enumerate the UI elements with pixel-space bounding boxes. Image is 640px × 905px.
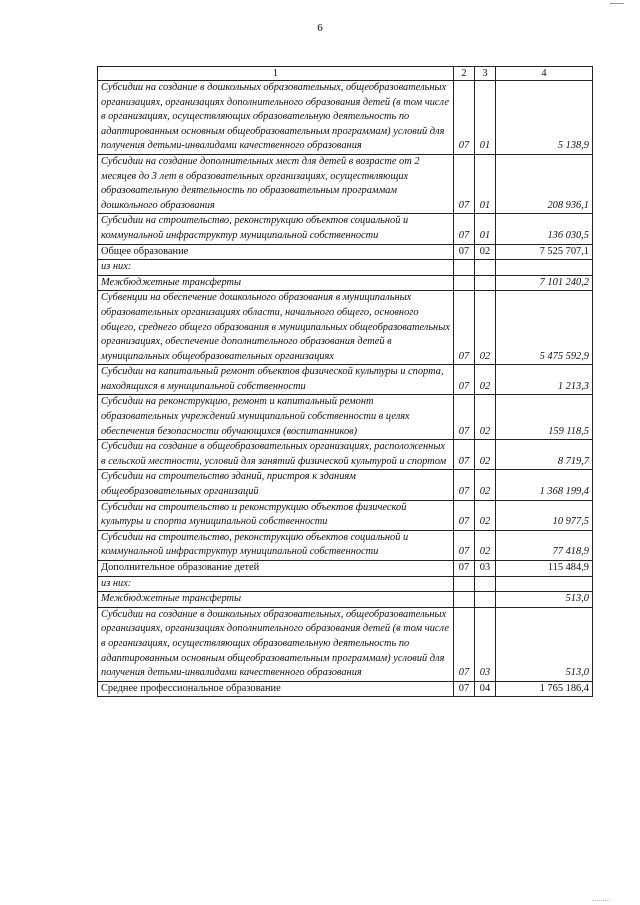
row-section-code bbox=[454, 260, 475, 276]
row-name: из них: bbox=[98, 260, 454, 276]
row-name: Межбюджетные трансферты bbox=[98, 592, 454, 608]
table-header-row bbox=[98, 67, 593, 81]
table-row bbox=[98, 214, 593, 244]
row-amount: 10 977,5 bbox=[496, 500, 593, 530]
row-section-code: 07 bbox=[454, 365, 475, 395]
row-section-code: 07 bbox=[454, 440, 475, 470]
row-section-code: 07 bbox=[454, 214, 475, 244]
row-section-code: 07 bbox=[454, 607, 475, 681]
row-name: Субсидии на строительство, реконструкцию объектов социальной и коммунальной инфраструктур муниципальной собственности bbox=[98, 214, 454, 244]
row-subsection-code: 01 bbox=[475, 154, 496, 213]
row-amount bbox=[496, 260, 593, 276]
row-name: Субвенции на обеспечение дошкольного образования в муниципальных образовательных организациях области, начального общего, основного общего, среднего общего образования в муниципальных общеобразовательных организациях, обеспечение дополнительного образования детей в муниципальных общеобразовательных организациях bbox=[98, 291, 454, 365]
row-section-code: 07 bbox=[454, 244, 475, 260]
row-amount: 208 936,1 bbox=[496, 154, 593, 213]
table-row bbox=[98, 260, 593, 276]
table-row bbox=[98, 154, 593, 213]
row-name: Субсидии на создание в дошкольных образовательных, общеобразовательных организациях, организациях дополнительного образования детей (в том числе в организациях, осуществляющих образовательную деятельность по адаптированным основным общеобразовательным программам) условий для получения детьми-инвалидами качественного образования bbox=[98, 607, 454, 681]
row-name: Субсидии на создание дополнительных мест для детей в возрасте от 2 месяцев до 3 лет в образовательных организациях, осуществляющих образовательную деятельность по образовательным программам дошкольного образования bbox=[98, 154, 454, 213]
row-subsection-code: 04 bbox=[475, 681, 496, 697]
table-row bbox=[98, 576, 593, 592]
row-amount: 159 118,5 bbox=[496, 395, 593, 440]
table-row bbox=[98, 291, 593, 365]
row-subsection-code bbox=[475, 275, 496, 291]
row-amount: 7 525 707,1 bbox=[496, 244, 593, 260]
row-section-code: 07 bbox=[454, 561, 475, 577]
row-section-code: 07 bbox=[454, 81, 475, 155]
table-row bbox=[98, 607, 593, 681]
header-col-2: 2 bbox=[454, 67, 475, 81]
table-row bbox=[98, 395, 593, 440]
row-subsection-code: 01 bbox=[475, 81, 496, 155]
row-amount: 5 475 592,9 bbox=[496, 291, 593, 365]
row-subsection-code: 02 bbox=[475, 244, 496, 260]
row-amount: 5 138,9 bbox=[496, 81, 593, 155]
row-amount: 513,0 bbox=[496, 592, 593, 608]
row-section-code bbox=[454, 592, 475, 608]
row-subsection-code: 03 bbox=[475, 607, 496, 681]
row-section-code: 07 bbox=[454, 291, 475, 365]
row-amount: 1 368 199,4 bbox=[496, 470, 593, 500]
row-section-code: 07 bbox=[454, 154, 475, 213]
row-section-code: 07 bbox=[454, 530, 475, 560]
header-col-4: 4 bbox=[496, 67, 593, 81]
row-name: Субсидии на строительство и реконструкцию объектов физической культуры и спорта муниципальной собственности bbox=[98, 500, 454, 530]
row-name: Субсидии на строительство, реконструкцию объектов социальной и коммунальной инфраструктур муниципальной собственности bbox=[98, 530, 454, 560]
row-name: Дополнительное образование детей bbox=[98, 561, 454, 577]
table-row bbox=[98, 561, 593, 577]
table-row bbox=[98, 530, 593, 560]
row-subsection-code bbox=[475, 576, 496, 592]
row-name: Субсидии на создание в дошкольных образовательных, общеобразовательных организациях, организациях дополнительного образования детей (в том числе в организациях, осуществляющих образовательную деятельность по адаптированным основным общеобразовательным программам) условий для получения детьми-инвалидами качественного образования bbox=[98, 81, 454, 155]
table-row bbox=[98, 81, 593, 155]
table-row bbox=[98, 275, 593, 291]
row-name: Среднее профессиональное образование bbox=[98, 681, 454, 697]
header-col-3: 3 bbox=[475, 67, 496, 81]
row-name: Общее образование bbox=[98, 244, 454, 260]
row-subsection-code: 01 bbox=[475, 214, 496, 244]
row-subsection-code: 02 bbox=[475, 395, 496, 440]
row-section-code: 07 bbox=[454, 470, 475, 500]
row-section-code: 07 bbox=[454, 500, 475, 530]
row-name: Межбюджетные трансферты bbox=[98, 275, 454, 291]
scan-artifact bbox=[610, 0, 624, 4]
row-amount: 513,0 bbox=[496, 607, 593, 681]
row-amount: 136 030,5 bbox=[496, 214, 593, 244]
row-amount bbox=[496, 576, 593, 592]
row-amount: 8 719,7 bbox=[496, 440, 593, 470]
row-subsection-code: 02 bbox=[475, 530, 496, 560]
row-amount: 7 101 240,2 bbox=[496, 275, 593, 291]
row-subsection-code: 02 bbox=[475, 500, 496, 530]
row-section-code: 07 bbox=[454, 395, 475, 440]
row-section-code: 07 bbox=[454, 681, 475, 697]
row-amount: 1 213,3 bbox=[496, 365, 593, 395]
row-subsection-code: 02 bbox=[475, 470, 496, 500]
header-col-1: 1 bbox=[98, 67, 454, 81]
row-name: Субсидии на создание в общеобразовательных организациях, расположенных в сельской местности, условий для занятий физической культурой и спортом bbox=[98, 440, 454, 470]
row-subsection-code: 02 bbox=[475, 365, 496, 395]
row-amount: 1 765 186,4 bbox=[496, 681, 593, 697]
table-row bbox=[98, 681, 593, 697]
row-subsection-code bbox=[475, 260, 496, 276]
row-name: Субсидии на строительство зданий, пристроя к зданиям общеобразовательных организаций bbox=[98, 470, 454, 500]
row-section-code bbox=[454, 576, 475, 592]
table-row bbox=[98, 500, 593, 530]
row-name: из них: bbox=[98, 576, 454, 592]
row-amount: 115 484,9 bbox=[496, 561, 593, 577]
row-subsection-code: 03 bbox=[475, 561, 496, 577]
scan-artifact-bottom bbox=[592, 898, 610, 901]
table-row bbox=[98, 470, 593, 500]
row-amount: 77 418,9 bbox=[496, 530, 593, 560]
row-subsection-code: 02 bbox=[475, 291, 496, 365]
row-name: Субсидии на реконструкцию, ремонт и капитальный ремонт образовательных учреждений муниципальной собственности в целях обеспечения безопасности обучающихся (воспитанников) bbox=[98, 395, 454, 440]
page-number: 6 bbox=[317, 22, 323, 34]
row-subsection-code bbox=[475, 592, 496, 608]
budget-table bbox=[97, 66, 593, 697]
row-section-code bbox=[454, 275, 475, 291]
table-row bbox=[98, 244, 593, 260]
table-row bbox=[98, 592, 593, 608]
table-row bbox=[98, 365, 593, 395]
row-name: Субсидии на капитальный ремонт объектов физической культуры и спорта, находящихся в муниципальной собственности bbox=[98, 365, 454, 395]
row-subsection-code: 02 bbox=[475, 440, 496, 470]
table-row bbox=[98, 440, 593, 470]
